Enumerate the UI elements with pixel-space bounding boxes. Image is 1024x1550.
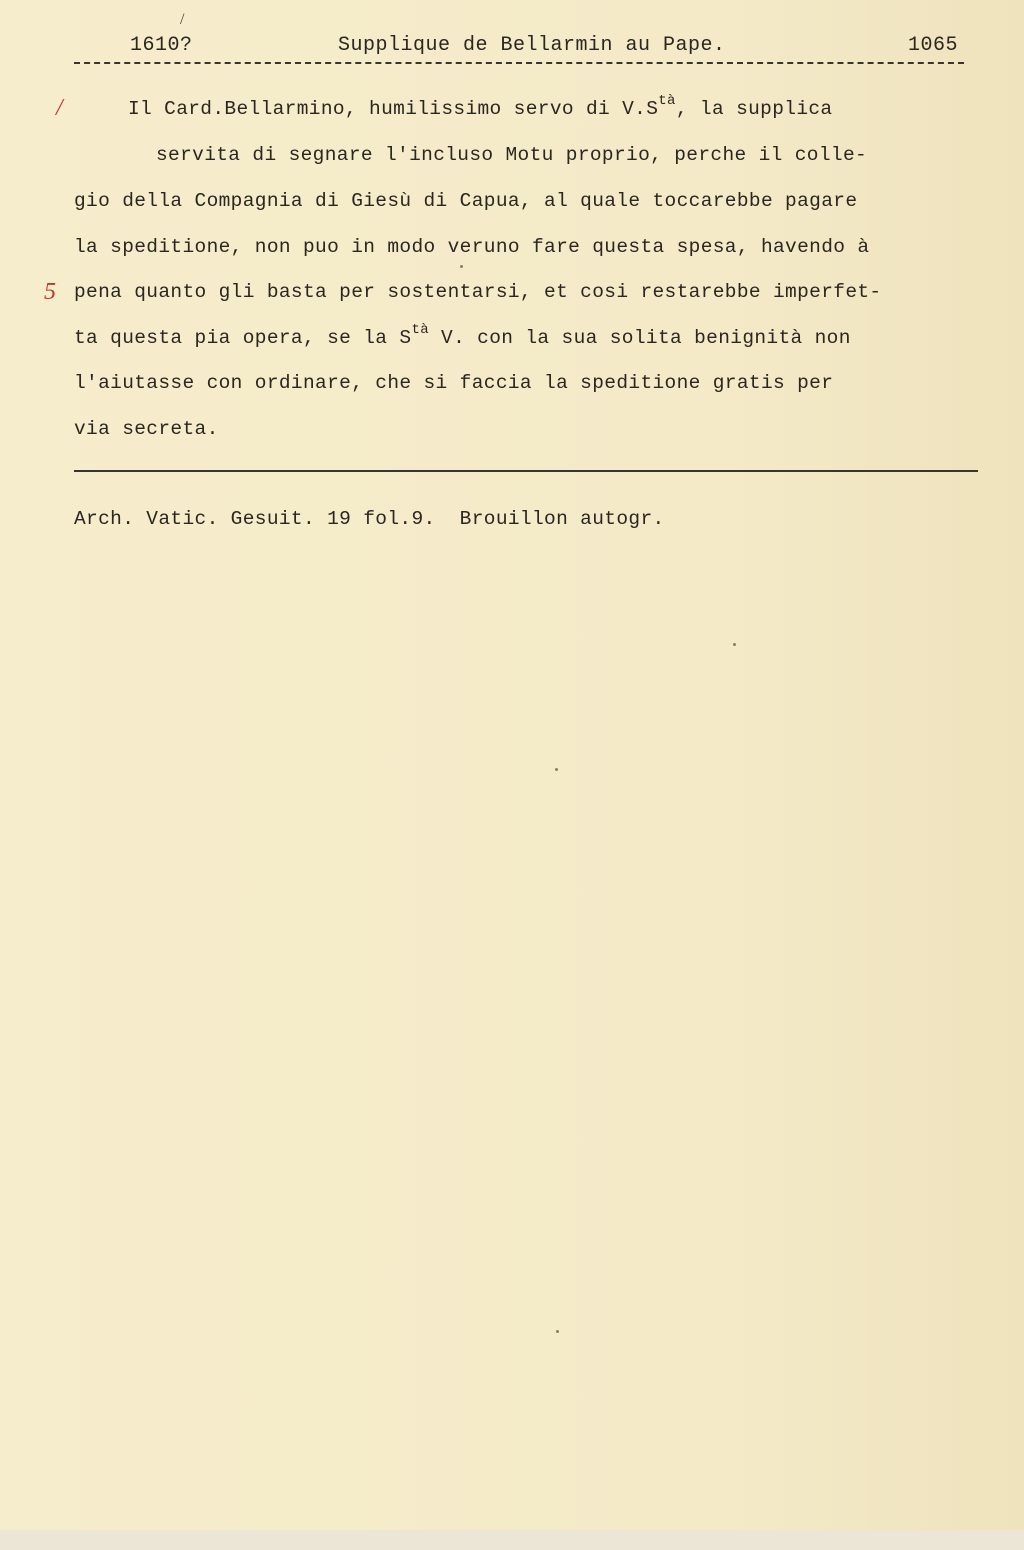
margin-mark-line-1: / (56, 95, 63, 121)
body-line-6-superscript: tà (411, 322, 429, 338)
body-line-6-text: ta questa pia opera, se la S (74, 327, 412, 349)
footnote-rule (74, 470, 978, 472)
margin-mark-line-5: 5 (44, 279, 56, 305)
body-line-5: pena quanto gli basta per sostentarsi, et cosi restarebbe imperfet- (74, 281, 882, 303)
scan-bottom-edge (0, 1530, 1024, 1550)
paper-speck (555, 768, 558, 771)
header-rule (74, 62, 964, 64)
paper-speck (460, 265, 463, 268)
pencil-tick-mark: / (180, 11, 185, 28)
body-line-1-text: Il Card.Bellarmino, humilissimo servo di V.S (128, 98, 659, 120)
body-line-6 (74, 322, 851, 353)
paper-speck (733, 643, 736, 646)
header-year: 1610? (130, 34, 193, 57)
source-note: Arch. Vatic. Gesuit. 19 fol.9. Brouillon autogr. (74, 508, 665, 530)
body-line-4: la speditione, non puo in modo veruno fare questa spesa, havendo à (74, 236, 870, 258)
body-line-1-tail: , la supplica (675, 98, 833, 120)
body-line-2: servita di segnare l'incluso Motu proprio, perche il colle- (156, 144, 868, 166)
header-page-number: 1065 (908, 34, 959, 57)
body-line-7: l'aiutasse con ordinare, che si faccia la speditione gratis per (74, 372, 834, 394)
body-line-1-superscript: tà (658, 93, 676, 109)
paper-speck (556, 1330, 559, 1333)
body-line-3: gio della Compagnia di Giesù di Capua, al quale toccarebbe pagare (74, 190, 858, 212)
body-line-1 (128, 93, 833, 124)
body-line-8: via secreta. (74, 418, 219, 440)
header-title: Supplique de Bellarmin au Pape. (338, 34, 726, 57)
body-line-6-tail: V. con la sua solita benignità non (428, 327, 851, 349)
